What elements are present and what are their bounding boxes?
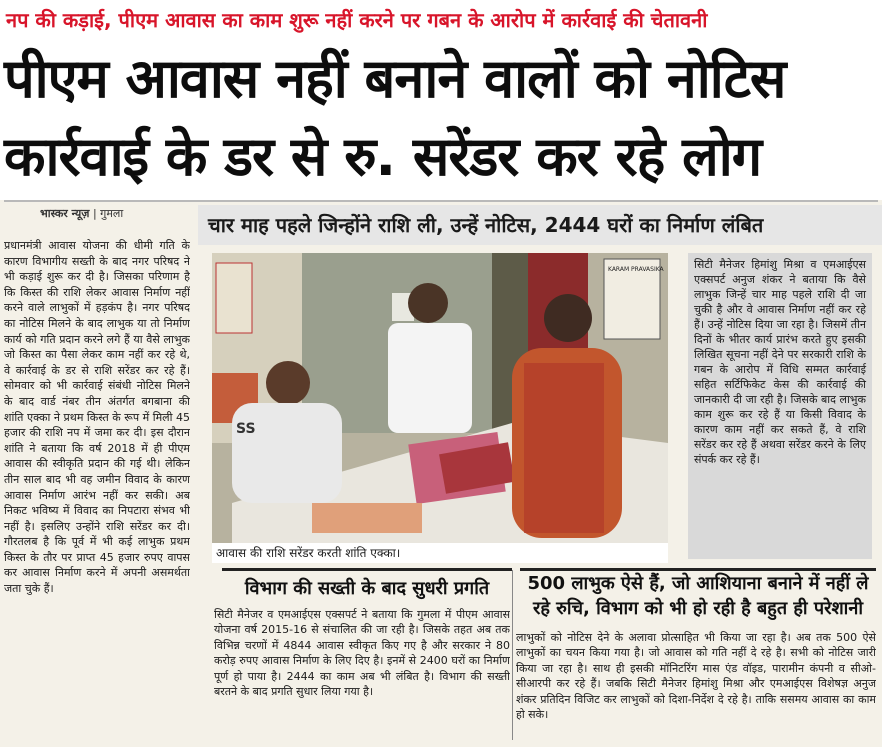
calendar-label: KARAM PRAVASIKA <box>608 266 664 273</box>
column-divider <box>512 570 513 740</box>
subheadline: चार माह पहले जिन्होंने राशि ली, उन्हें नोटिस, 2444 घरों का निर्माण लंबित <box>198 205 882 245</box>
main-headline <box>0 40 882 200</box>
kicker-line: नप की कड़ाई, पीएम आवास का काम शुरू नहीं करने पर गबन के आरोप में कार्रवाई की चेतावनी <box>0 0 882 40</box>
shirt-print: SS <box>236 421 256 437</box>
byline-place: | गुमला <box>92 207 124 220</box>
photo-illustration <box>212 253 668 543</box>
section2-body: लाभुकों को नोटिस देने के अलावा प्रोत्साहित भी किया जा रहा है। अब तक 500 ऐसे लाभुकों का चयन किया गया है। जो आवास को गति नहीं दे रहे है। सभी को नोटिस जारी किया जा रहा है। साथ ही इसकी मॉनिटरिंग मास एंड वॉइड, पारामीन कंपनी व सीओ-सीआरपी कर रहे हैं। जबकि सिटी मैनेजर हिमांशु मिश्रा और एमआईएस विशेषज्ञ अनुज शंकर प्रतिदिन विजिट कर लाभुकों को दिशा-निर्देश दे रहे है। ताकि ससमय आवास का काम हो सके। <box>516 631 876 722</box>
byline-source: भास्कर न्यूज़ <box>40 207 90 220</box>
side-box-text: सिटी मैनेजर हिमांशु मिश्रा व एमआईएस एक्सपर्ट अनुज शंकर ने बताया कि वैसे लाभुक जिन्हें चार माह पहले राशि दी जा चुकी है और वे आवास निर्माण नहीं कर रहे हैं। उन्हें नोटिस दिया जा रहा है। जिसमें तीन दिनों के भीतर कार्य प्रारंभ करते हुए इसकी लिखित सूचना नहीं देने पर सरकारी राशि के गबन के आरोप में विधि सम्मत कार्रवाई सहित सर्टिफिकेट केस की कार्रवाई की जानकारी दी जा रही है। जिसके बाद लाभुक काम शुरू कर रहे हैं या किसी विवाद के कारण काम नहीं कर सकते हैं, वे राशि सरेंडर कर रहे हैं अथवा सरेंडर करने के लिए संपर्क कर रहे हैं। <box>688 253 872 559</box>
byline <box>40 206 123 221</box>
photo-caption: आवास की राशि सरेंडर करती शांति एक्का। <box>212 543 668 563</box>
section1-heading: विभाग की सख्ती के बाद सुधरी प्रगति <box>222 568 512 607</box>
section2-heading: 500 लाभुक ऐसे हैं, जो आशियाना बनाने में नहीं ले रहे रुचि, विभाग को भी हो रही है बहुत ही परेशानी <box>520 568 876 631</box>
headline-line-2: कार्रवाई के डर से रु. सरेंडर कर रहे लोग <box>4 125 762 188</box>
left-column-text: प्रधानमंत्री आवास योजना की धीमी गति के कारण विभागीय सख्ती के बाद नगर परिषद ने भी कड़ाई शुरू कर दी है। जिसका परिणाम है कि किस्त की राशि लेकर आवास निर्माण नहीं करने वाले लाभुकों में हड़कंप है। नगर परिषद का नोटिस मिलने के बाद लाभुक या तो निर्माण कार्य को गति प्रदान करने लगे हैं या वैसे लाभुक जो किस्त का पैसा लेकर काम नहीं कर रहे थे, वे कार्रवाई के डर से राशि सरेंडर कर रहे हैं। सोमवार को भी कार्रवाई संबंधी नोटिस मिलने के बाद वार्ड नंबर तीन अंतर्गत बगबाना की शांति एक्का ने प्रथम किस्त के रूप में मिली 45 हजार की राशि नप में जमा कर दी। इस दौरान शांति ने बताया कि वर्ष 2018 में ही पीएम आवास की स्वीकृति प्रदान की गई थी। लेकिन तीन साल बाद भी वह जमीन विवाद के कारण आवास निर्माण आरंभ नहीं कर सकी। अब निकट भविष्य में विवाद का निपटारा संभव भी नहीं है। इसलिए उन्होंने राशि सरेंडर कर दी। गौरतलब है कि पूर्व में भी कई लाभुक प्रथम किस्त के तौर पर प्राप्त 45 हजार रुपए वापस कर आवास निर्माण करने में अपनी असमर्थता जता चुके हैं। <box>4 239 190 596</box>
headline-divider <box>4 200 878 202</box>
section1-body: सिटी मैनेजर व एमआईएस एक्सपर्ट ने बताया कि गुमला में पीएम आवास योजना वर्ष 2015-16 से संचालित की जा रही है। जिसके तहत अब तक विभिन्न चरणों में 4844 आवास स्वीकृत किए गए है और सरकार ने 80 करोड़ रुपए आवास निर्माण के लिए दिए है। इनमें से 2400 घरों का निर्माण पूर्ण हो पाया है। 2444 का काम अब भी लंबित है। विभाग की सख्ती बरतने के बाद प्रगति सुधार लिया गया है। <box>214 608 510 699</box>
headline-line-1: पीएम आवास नहीं बनाने वालों को नोटिस <box>4 47 786 110</box>
news-photo <box>212 253 668 543</box>
